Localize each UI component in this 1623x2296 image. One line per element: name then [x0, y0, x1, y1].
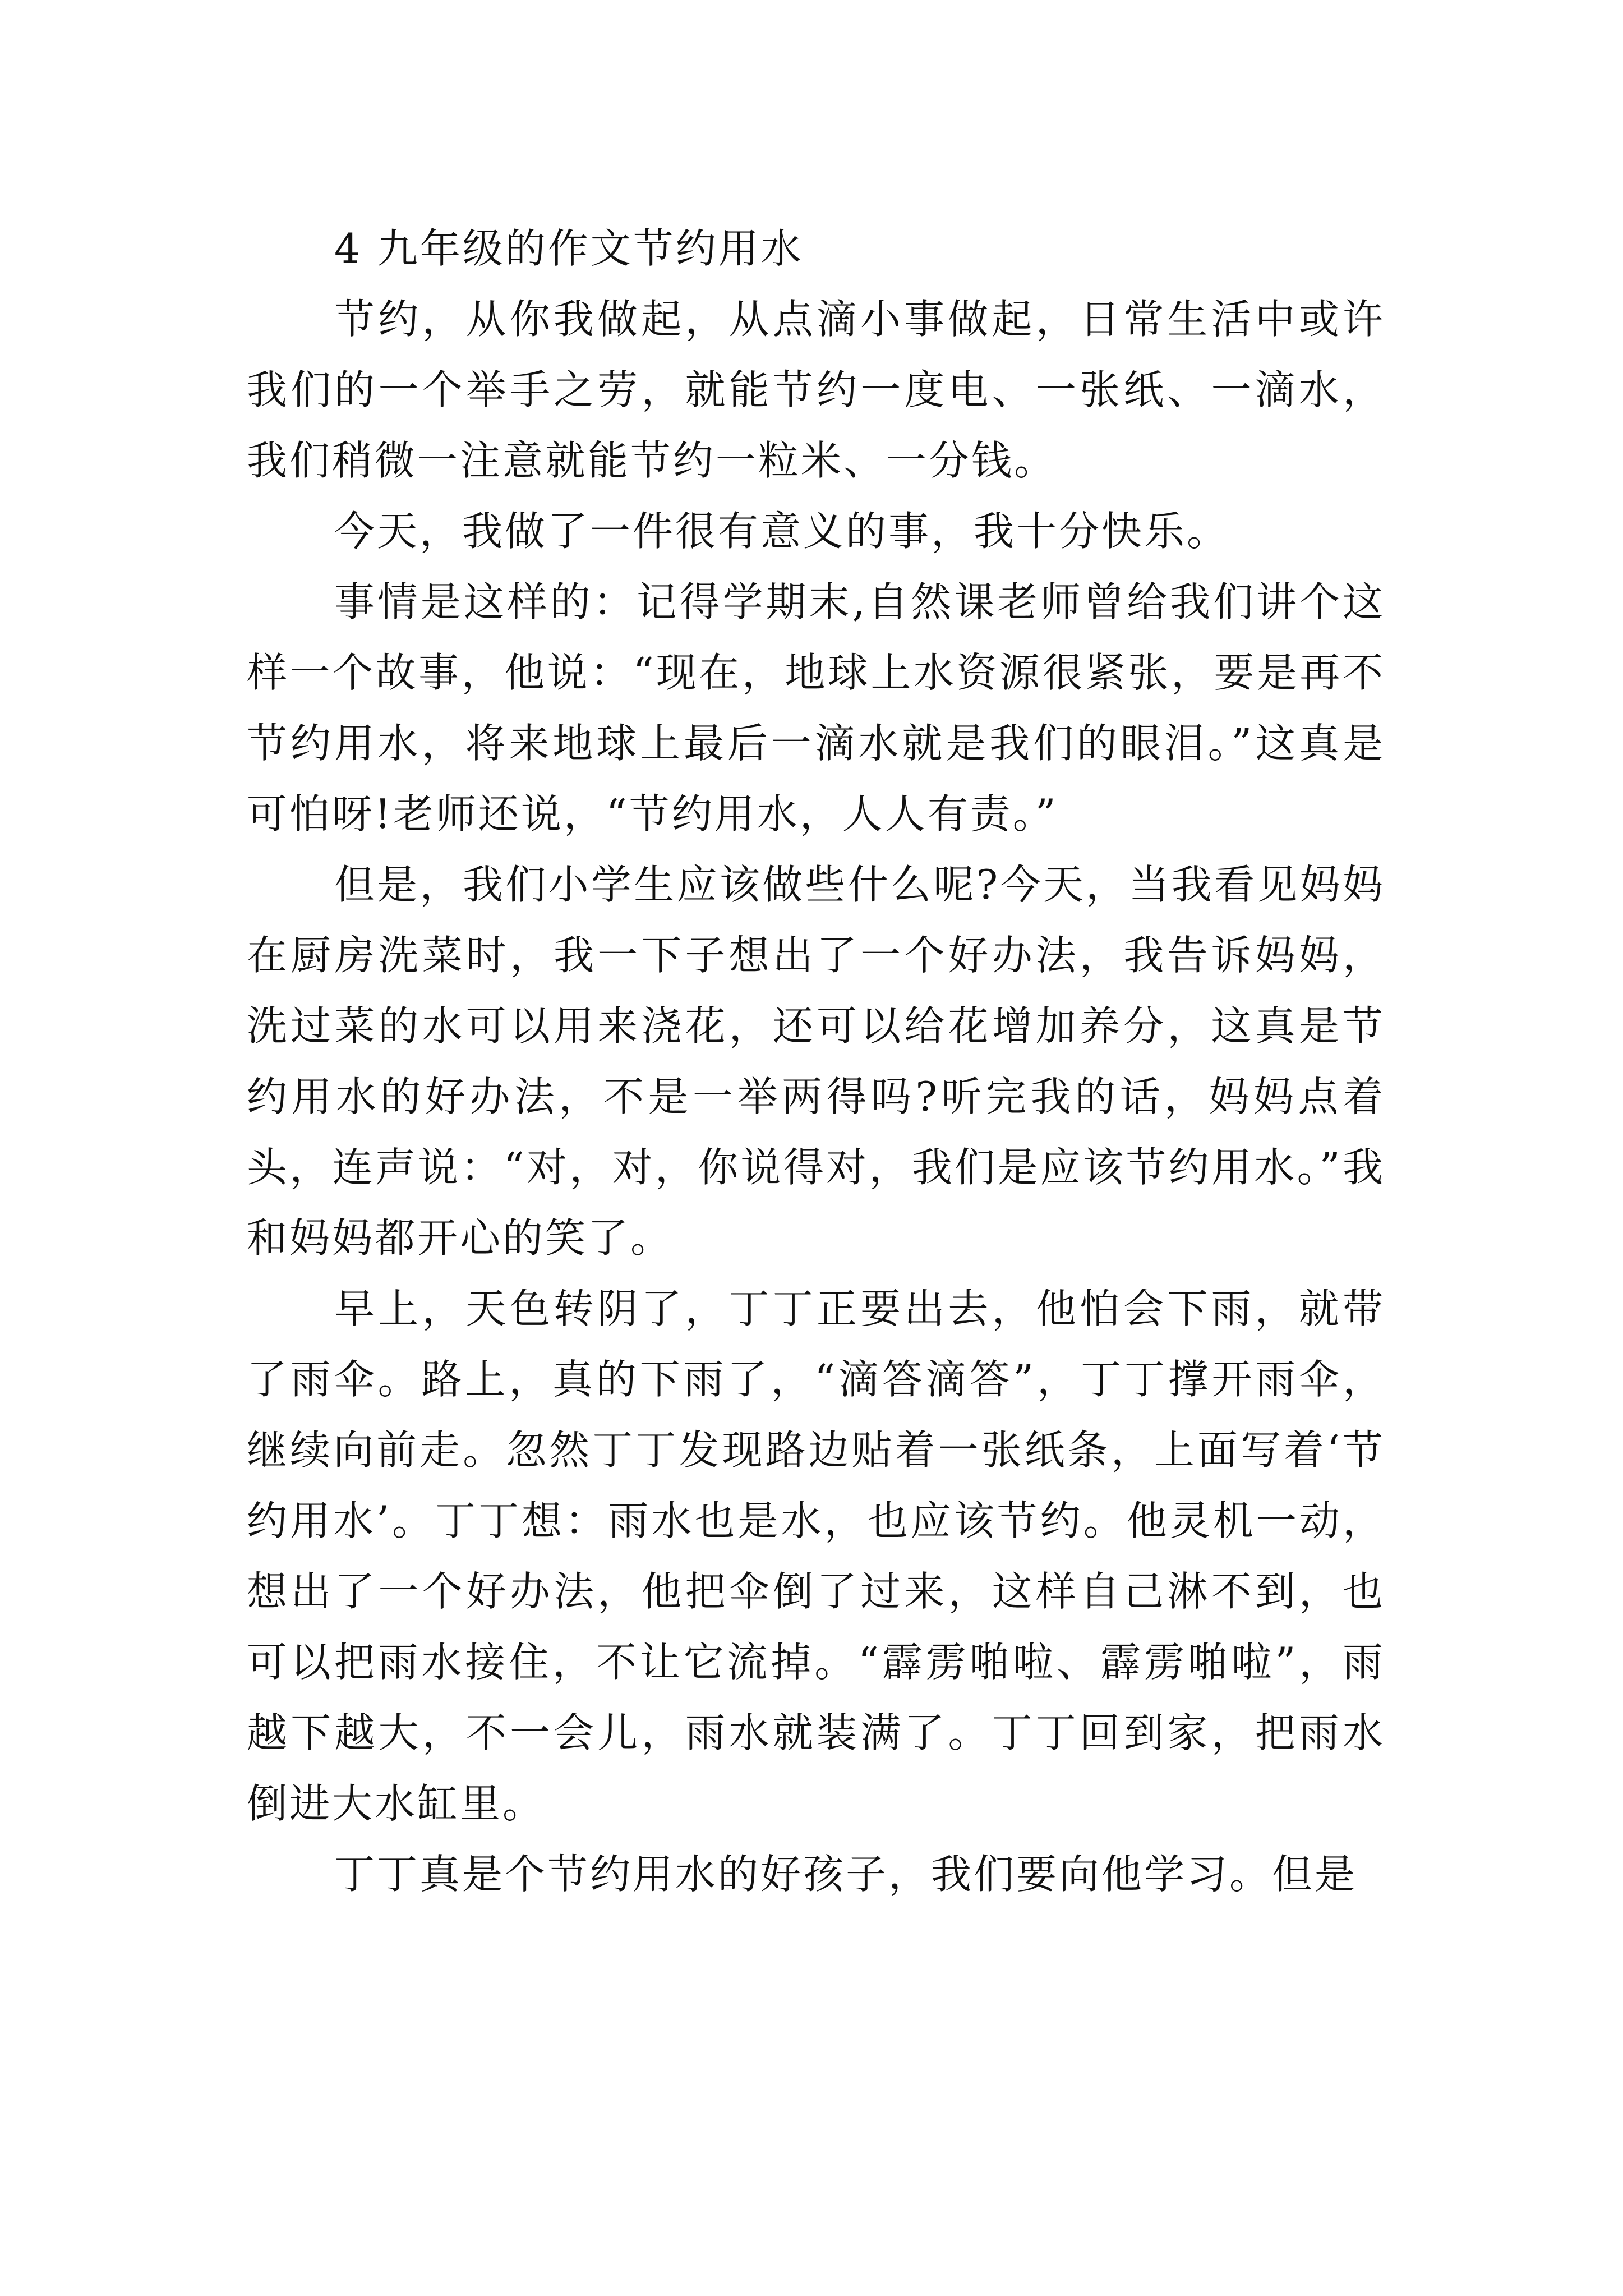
- paragraph: 节约，从你我做起，从点滴小事做起，日常生活中或许我们的一个举手之劳，就能节约一度电、一张纸、一滴水，我们稍微一注意就能节约一粒米、一分钱。: [247, 296, 1385, 484]
- paragraph: 今天，我做了一件很有意义的事，我十分快乐。: [334, 508, 1230, 555]
- document-body: [247, 213, 1385, 1910]
- paragraph: 早上，天色转阴了，丁丁正要出去，他怕会下雨，就带了雨伞。路上，真的下雨了，“滴答滴答”，丁丁撑开雨伞，继续向前走。忽然丁丁发现路边贴着一张纸条，上面写着‘节约用水’。丁丁想：雨水也是水，也应该节约。他灵机一动，想出了一个好办法，他把伞倒了过来，这样自己淋不到，也可以把雨水接住，不让它流掉。“霹雳啪啦、霹雳啪啦”，雨越下越大，不一会儿，雨水就装满了。丁丁回到家，把雨水倒进大水缸里。: [247, 1285, 1385, 1827]
- paragraph: 丁丁真是个节约用水的好孩子，我们要向他学习。但是: [334, 1851, 1358, 1898]
- paragraph: 但是，我们小学生应该做些什么呢?今天，当我看见妈妈在厨房洗菜时，我一下子想出了一个好办法，我告诉妈妈，洗过菜的水可以用来浇花，还可以给花增加养分，这真是节约用水的好办法，不是一举两得吗?听完我的话，妈妈点着头，连声说：“对，对，你说得对，我们是应该节约用水。”我和妈妈都开心的笑了。: [247, 861, 1385, 1262]
- document-title: 4 九年级的作文节约用水: [334, 225, 804, 272]
- paragraph: 事情是这样的：记得学期末,自然课老师曾给我们讲个这样一个故事，他说：“现在，地球上水资源很紧张，要是再不节约用水，将来地球上最后一滴水就是我们的眼泪。”这真是可怕呀!老师还说，“节约用水，人人有责。”: [247, 578, 1385, 838]
